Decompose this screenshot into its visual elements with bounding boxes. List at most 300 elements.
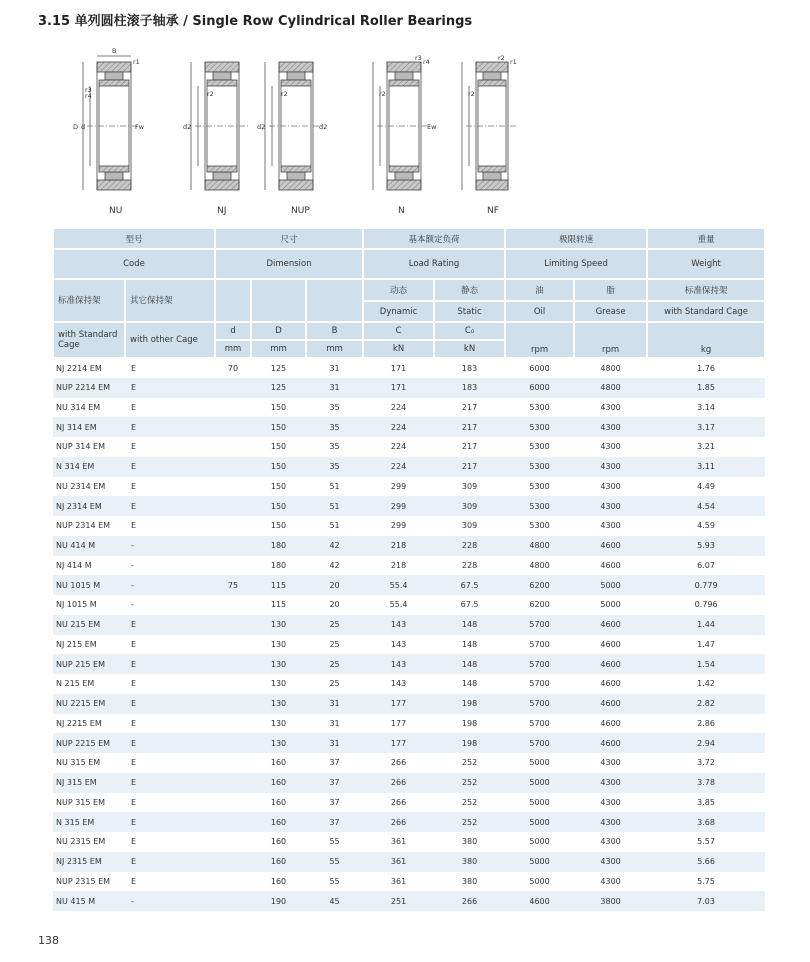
table-cell: 177 bbox=[363, 733, 434, 753]
table-cell bbox=[215, 694, 251, 714]
table-cell: 1.47 bbox=[697, 639, 715, 649]
table-cell: 5700 bbox=[529, 679, 550, 689]
table-cell: 130 bbox=[270, 679, 287, 689]
table-cell: 4300 bbox=[600, 876, 621, 886]
table-cell bbox=[215, 714, 251, 734]
table-cell: 150 bbox=[251, 496, 306, 516]
table-cell: 5.75 bbox=[697, 876, 715, 886]
table-cell: NU 1015 M bbox=[53, 575, 125, 595]
table-cell: 299 bbox=[363, 496, 434, 516]
dim-label-d: d bbox=[81, 123, 86, 131]
table-cell bbox=[215, 595, 251, 615]
table-cell: 266 bbox=[390, 797, 407, 807]
outer-ring-section bbox=[476, 62, 508, 72]
table-cell: 37 bbox=[306, 812, 363, 832]
roller-section bbox=[213, 172, 231, 180]
table-row bbox=[53, 417, 765, 437]
table-cell: 4300 bbox=[574, 773, 647, 793]
table-cell: 150 bbox=[270, 402, 287, 412]
table-cell: E bbox=[131, 837, 137, 847]
table-cell: NU 314 EM bbox=[56, 402, 101, 412]
table-cell: 361 bbox=[390, 837, 407, 847]
table-cell: 115 bbox=[251, 575, 306, 595]
table-cell: NJ 315 EM bbox=[53, 773, 125, 793]
header-row-sub-cn bbox=[53, 279, 765, 301]
table-cell: 70 bbox=[227, 363, 239, 373]
table-row bbox=[53, 635, 765, 655]
inner-ring-section bbox=[478, 166, 506, 172]
table-cell: 299 bbox=[390, 481, 407, 491]
table-cell: NU 415 M bbox=[53, 891, 125, 911]
table-cell: E bbox=[131, 758, 137, 768]
table-cell: 6000 bbox=[505, 378, 574, 398]
table-cell: 4600 bbox=[574, 733, 647, 753]
table-cell: NJ 314 EM bbox=[53, 417, 125, 437]
table-cell: 1.44 bbox=[647, 615, 765, 635]
table-cell: 361 bbox=[363, 852, 434, 872]
table-cell: 148 bbox=[461, 679, 478, 689]
table-row bbox=[53, 536, 765, 556]
header-symbol-B: B bbox=[306, 322, 363, 340]
table-row bbox=[53, 457, 765, 477]
inner-ring-section bbox=[207, 80, 237, 86]
table-row bbox=[53, 595, 765, 615]
dim-label-r1: r1 bbox=[133, 58, 140, 66]
table-cell: 4800 bbox=[600, 363, 621, 373]
outer-ring-section bbox=[279, 62, 313, 72]
table-cell: 130 bbox=[251, 733, 306, 753]
table-row bbox=[53, 891, 765, 911]
table-cell: 309 bbox=[434, 496, 505, 516]
table-cell: 4300 bbox=[600, 758, 621, 768]
table-cell: 160 bbox=[270, 758, 287, 768]
table-cell: 5000 bbox=[529, 758, 550, 768]
table-cell: 5000 bbox=[505, 773, 574, 793]
table-row bbox=[53, 556, 765, 576]
table-cell: 37 bbox=[329, 758, 340, 768]
table-cell bbox=[215, 654, 251, 674]
table-cell: 25 bbox=[329, 679, 340, 689]
table-cell: E bbox=[131, 442, 137, 452]
header-other-cage-cn: 其它保持架 bbox=[125, 279, 215, 322]
table-cell: 198 bbox=[434, 733, 505, 753]
roller-section bbox=[287, 172, 305, 180]
table-cell bbox=[215, 516, 251, 536]
table-cell: 171 bbox=[363, 378, 434, 398]
table-cell: 217 bbox=[434, 417, 505, 437]
table-cell: 3.68 bbox=[647, 812, 765, 832]
table-cell: 224 bbox=[363, 417, 434, 437]
table-cell: 380 bbox=[461, 876, 478, 886]
table-row bbox=[53, 674, 765, 694]
table-cell: 0.796 bbox=[694, 600, 718, 610]
header-symbol-C0: C₀ bbox=[434, 322, 505, 340]
header-weight-en: Weight bbox=[647, 249, 765, 279]
table-cell: NJ 2315 EM bbox=[53, 852, 125, 872]
table-cell: 1.54 bbox=[647, 654, 765, 674]
header-dynamic-cn: 动态 bbox=[363, 279, 434, 301]
table-row bbox=[53, 437, 765, 457]
table-cell: 75 bbox=[215, 575, 251, 595]
table-cell: 4.49 bbox=[697, 481, 715, 491]
table-cell: E bbox=[125, 496, 215, 516]
inner-ring-section bbox=[207, 166, 237, 172]
table-cell: 4300 bbox=[600, 481, 621, 491]
table-cell: 51 bbox=[329, 481, 340, 491]
table-cell: E bbox=[131, 521, 137, 531]
table-cell: 55 bbox=[329, 837, 340, 847]
table-cell: 5700 bbox=[529, 639, 550, 649]
outer-ring-section bbox=[476, 180, 508, 190]
table-cell bbox=[215, 812, 251, 832]
table-cell: 3.11 bbox=[647, 457, 765, 477]
table-cell: 252 bbox=[434, 812, 505, 832]
table-cell: 35 bbox=[306, 457, 363, 477]
table-cell: 4.59 bbox=[697, 521, 715, 531]
inner-ring-section bbox=[389, 166, 419, 172]
table-cell: NJ 414 M bbox=[56, 560, 92, 570]
table-cell: - bbox=[125, 575, 215, 595]
table-cell bbox=[215, 437, 251, 457]
header-load-en: Load Rating bbox=[363, 249, 505, 279]
table-cell: 183 bbox=[461, 363, 478, 373]
table-cell: 5000 bbox=[505, 812, 574, 832]
header-unit-C: kN bbox=[363, 340, 434, 358]
table-cell: 4600 bbox=[574, 615, 647, 635]
table-cell: NU 2315 EM bbox=[56, 837, 106, 847]
table-cell: 218 bbox=[363, 536, 434, 556]
dim-label-r1: r1 bbox=[510, 58, 517, 66]
header-weight-cage-en: with Standard Cage bbox=[647, 301, 765, 322]
table-cell: 251 bbox=[363, 891, 434, 911]
table-cell: NUP 2314 EM bbox=[56, 521, 111, 531]
table-cell: 380 bbox=[461, 837, 478, 847]
diagram-label-nu: NU bbox=[109, 206, 123, 216]
table-cell: 148 bbox=[434, 615, 505, 635]
table-cell bbox=[215, 378, 251, 398]
table-row bbox=[53, 773, 765, 793]
table-cell: 4800 bbox=[574, 378, 647, 398]
header-load-cn: 基本额定负荷 bbox=[363, 228, 505, 249]
header-speed-en: Limiting Speed bbox=[505, 249, 647, 279]
table-cell: E bbox=[131, 639, 137, 649]
table-cell: E bbox=[125, 378, 215, 398]
table-cell: 3.78 bbox=[647, 773, 765, 793]
roller-section bbox=[483, 172, 501, 180]
table-cell: 228 bbox=[434, 536, 505, 556]
page-title: 3.15 单列圆柱滚子轴承 / Single Row Cylindrical Roller Bearings bbox=[38, 14, 473, 29]
dim-label-r2-inner: r2 bbox=[468, 90, 475, 98]
table-cell: 160 bbox=[251, 773, 306, 793]
table-cell bbox=[215, 872, 251, 892]
diagram-label-nj: NJ bbox=[217, 206, 227, 216]
table-cell: 25 bbox=[329, 639, 340, 649]
table-cell: 4600 bbox=[574, 654, 647, 674]
header-static-en: Static bbox=[434, 301, 505, 322]
table-cell: 4600 bbox=[574, 536, 647, 556]
table-cell: 4600 bbox=[600, 639, 621, 649]
table-cell: 5000 bbox=[505, 852, 574, 872]
table-cell: 3.17 bbox=[647, 417, 765, 437]
table-cell: 42 bbox=[329, 560, 340, 570]
header-unit-D: mm bbox=[251, 340, 306, 358]
table-cell: 6000 bbox=[529, 363, 550, 373]
table-cell: 4600 bbox=[600, 560, 621, 570]
outer-ring-section bbox=[97, 62, 131, 72]
outer-ring-section bbox=[387, 180, 421, 190]
table-cell: 224 bbox=[390, 442, 407, 452]
table-cell: 6200 bbox=[529, 600, 550, 610]
table-cell: 150 bbox=[251, 417, 306, 437]
table-cell: 5300 bbox=[505, 417, 574, 437]
table-cell: NU 2314 EM bbox=[56, 481, 106, 491]
table-cell: - bbox=[125, 891, 215, 911]
dim-label-r2: r2 bbox=[207, 90, 214, 98]
table-cell bbox=[215, 891, 251, 911]
table-cell: NUP 314 EM bbox=[56, 442, 105, 452]
table-cell: E bbox=[125, 773, 215, 793]
roller-section bbox=[395, 172, 413, 180]
table-cell: 5700 bbox=[505, 694, 574, 714]
table-cell: 177 bbox=[390, 718, 407, 728]
table-cell: 35 bbox=[306, 417, 363, 437]
table-cell: 37 bbox=[306, 773, 363, 793]
table-cell bbox=[215, 773, 251, 793]
table-cell: 20 bbox=[329, 600, 340, 610]
table-cell: 130 bbox=[270, 639, 287, 649]
table-cell: E bbox=[125, 417, 215, 437]
table-cell bbox=[215, 398, 251, 418]
table-cell: 190 bbox=[251, 891, 306, 911]
table-cell: 2.82 bbox=[647, 694, 765, 714]
table-cell: 4600 bbox=[600, 679, 621, 689]
table-cell: NUP 315 EM bbox=[56, 797, 105, 807]
table-cell: 4300 bbox=[574, 852, 647, 872]
table-cell: 55.4 bbox=[363, 575, 434, 595]
table-cell: NU 2215 EM bbox=[53, 694, 125, 714]
table-cell: 4300 bbox=[574, 417, 647, 437]
table-cell: 25 bbox=[306, 654, 363, 674]
diagram-label-nup: NUP bbox=[291, 206, 310, 216]
table-cell: N 215 EM bbox=[56, 679, 95, 689]
table-cell: 31 bbox=[329, 718, 340, 728]
dim-label-B: B bbox=[112, 47, 117, 55]
table-cell bbox=[215, 832, 251, 852]
table-cell: 130 bbox=[251, 654, 306, 674]
header-static-cn: 静态 bbox=[434, 279, 505, 301]
table-cell: 143 bbox=[390, 679, 407, 689]
table-cell: 6200 bbox=[505, 575, 574, 595]
table-cell bbox=[215, 556, 251, 576]
table-cell: 217 bbox=[434, 457, 505, 477]
table-cell: E bbox=[131, 481, 137, 491]
table-cell: 5300 bbox=[505, 457, 574, 477]
table-cell: 4800 bbox=[529, 560, 550, 570]
table-cell: 55 bbox=[329, 876, 340, 886]
roller-section bbox=[105, 72, 123, 80]
dim-label-r2: r2 bbox=[281, 90, 288, 98]
table-row bbox=[53, 812, 765, 832]
header-standard-cage-en: with Standard Cage bbox=[53, 322, 125, 358]
table-cell: 4300 bbox=[600, 521, 621, 531]
header-grease-cn: 脂 bbox=[574, 279, 647, 301]
table-cell bbox=[215, 536, 251, 556]
table-cell: 5000 bbox=[529, 797, 550, 807]
table-cell bbox=[215, 674, 251, 694]
outer-ring-section bbox=[387, 62, 421, 72]
table-cell: 1.85 bbox=[647, 378, 765, 398]
table-cell: 37 bbox=[329, 797, 340, 807]
table-cell: 4300 bbox=[600, 837, 621, 847]
dim-label-r4: r4 bbox=[423, 58, 430, 66]
table-cell: 115 bbox=[270, 600, 287, 610]
table-cell: 309 bbox=[461, 521, 478, 531]
table-cell: 150 bbox=[270, 481, 287, 491]
table-cell: 5700 bbox=[505, 654, 574, 674]
table-cell: NJ 2215 EM bbox=[56, 718, 102, 728]
roller-section bbox=[483, 72, 501, 80]
bearing-spec-table bbox=[52, 227, 766, 911]
page-number: 138 bbox=[38, 934, 59, 947]
table-cell: 5700 bbox=[529, 718, 550, 728]
table-row bbox=[53, 714, 765, 734]
table-cell: E bbox=[125, 615, 215, 635]
header-symbol-D: D bbox=[251, 322, 306, 340]
table-cell: N 315 EM bbox=[53, 812, 125, 832]
table-cell: 143 bbox=[363, 615, 434, 635]
dim-label-Ew: Ew bbox=[427, 123, 437, 131]
table-cell: 4800 bbox=[505, 536, 574, 556]
table-cell: 143 bbox=[390, 639, 407, 649]
table-cell: 4.54 bbox=[647, 496, 765, 516]
table-cell: 130 bbox=[270, 718, 287, 728]
dim-label-Fw: Fw bbox=[135, 123, 145, 131]
table-cell bbox=[215, 733, 251, 753]
table-cell: 252 bbox=[461, 758, 478, 768]
header-standard-cage-cn: 标准保持架 bbox=[53, 279, 125, 322]
diagram-label-n: N bbox=[398, 206, 405, 216]
table-cell: NJ 215 EM bbox=[56, 639, 97, 649]
header-weight-cn: 重量 bbox=[647, 228, 765, 249]
dim-label-r4: r4 bbox=[85, 92, 92, 100]
table-cell: 5.93 bbox=[647, 536, 765, 556]
table-row bbox=[53, 496, 765, 516]
table-cell: 4300 bbox=[574, 812, 647, 832]
table-cell: 5000 bbox=[600, 600, 621, 610]
table-cell: 125 bbox=[251, 378, 306, 398]
table-row bbox=[53, 733, 765, 753]
table-cell: 51 bbox=[329, 521, 340, 531]
dim-label-r3: r3 bbox=[415, 54, 422, 62]
table-cell: E bbox=[131, 876, 137, 886]
table-cell: 4600 bbox=[505, 891, 574, 911]
table-cell: 5000 bbox=[529, 876, 550, 886]
header-dimension-en: Dimension bbox=[215, 249, 363, 279]
header-symbol-d: d bbox=[215, 322, 251, 340]
table-cell: 5700 bbox=[505, 733, 574, 753]
table-cell bbox=[215, 477, 251, 497]
table-cell: 55 bbox=[306, 852, 363, 872]
table-cell bbox=[215, 793, 251, 813]
table-cell: 3800 bbox=[574, 891, 647, 911]
table-cell: 160 bbox=[251, 812, 306, 832]
inner-ring-section bbox=[99, 166, 129, 172]
table-cell: 160 bbox=[251, 852, 306, 872]
table-cell: 5300 bbox=[505, 496, 574, 516]
table-cell: 160 bbox=[270, 876, 287, 886]
table-cell: 5300 bbox=[529, 481, 550, 491]
table-cell: 20 bbox=[306, 575, 363, 595]
table-cell: 5000 bbox=[529, 837, 550, 847]
table-cell: 5300 bbox=[529, 521, 550, 531]
header-dynamic-en: Dynamic bbox=[363, 301, 434, 322]
header-unit-C0: kN bbox=[434, 340, 505, 358]
table-cell: 35 bbox=[329, 402, 340, 412]
table-cell bbox=[215, 496, 251, 516]
table-cell: 224 bbox=[390, 402, 407, 412]
dim-label-d2: d2 bbox=[183, 123, 192, 131]
header-other-cage-en: with other Cage bbox=[125, 322, 215, 358]
table-cell: NUP 2215 EM bbox=[53, 733, 125, 753]
header-row-symbols bbox=[53, 322, 765, 340]
table-cell: N 314 EM bbox=[53, 457, 125, 477]
table-cell: E bbox=[125, 654, 215, 674]
table-cell: 266 bbox=[390, 758, 407, 768]
table-cell: 380 bbox=[434, 852, 505, 872]
table-cell: E bbox=[131, 718, 137, 728]
table-body bbox=[53, 358, 765, 911]
table-cell: NU 215 EM bbox=[53, 615, 125, 635]
table-cell: E bbox=[125, 457, 215, 477]
inner-ring-section bbox=[281, 80, 311, 86]
table-cell: 130 bbox=[251, 694, 306, 714]
table-cell: E bbox=[131, 797, 137, 807]
inner-ring-section bbox=[99, 80, 129, 86]
table-cell: 31 bbox=[306, 733, 363, 753]
table-cell: 5000 bbox=[574, 575, 647, 595]
table-cell: 67.5 bbox=[460, 600, 479, 610]
table-cell: 42 bbox=[306, 536, 363, 556]
dim-label-r3: r3 bbox=[85, 86, 92, 94]
table-cell: 217 bbox=[461, 402, 478, 412]
header-code-cn: 型号 bbox=[53, 228, 215, 249]
header-unit-d: mm bbox=[215, 340, 251, 358]
table-cell: 3.14 bbox=[697, 402, 715, 412]
table-cell: 198 bbox=[461, 718, 478, 728]
table-cell: 45 bbox=[306, 891, 363, 911]
table-cell: NUP 2315 EM bbox=[56, 876, 111, 886]
table-row bbox=[53, 832, 765, 852]
header-unit-rpm-oil: rpm bbox=[505, 322, 574, 358]
header-unit-rpm-grease: rpm bbox=[574, 322, 647, 358]
table-cell: 130 bbox=[251, 615, 306, 635]
table-cell bbox=[215, 635, 251, 655]
table-cell: 55.4 bbox=[389, 600, 408, 610]
roller-section bbox=[287, 72, 305, 80]
table-cell bbox=[215, 753, 251, 773]
table-cell: 171 bbox=[390, 363, 407, 373]
outer-ring-section bbox=[205, 180, 239, 190]
table-cell: 4300 bbox=[574, 457, 647, 477]
inner-ring-section bbox=[478, 80, 506, 86]
outer-ring-section bbox=[97, 180, 131, 190]
table-cell: 266 bbox=[363, 812, 434, 832]
table-row bbox=[53, 516, 765, 536]
table-cell bbox=[215, 417, 251, 437]
table-cell: 125 bbox=[270, 363, 287, 373]
table-cell: 5.66 bbox=[647, 852, 765, 872]
table-cell: E bbox=[125, 733, 215, 753]
